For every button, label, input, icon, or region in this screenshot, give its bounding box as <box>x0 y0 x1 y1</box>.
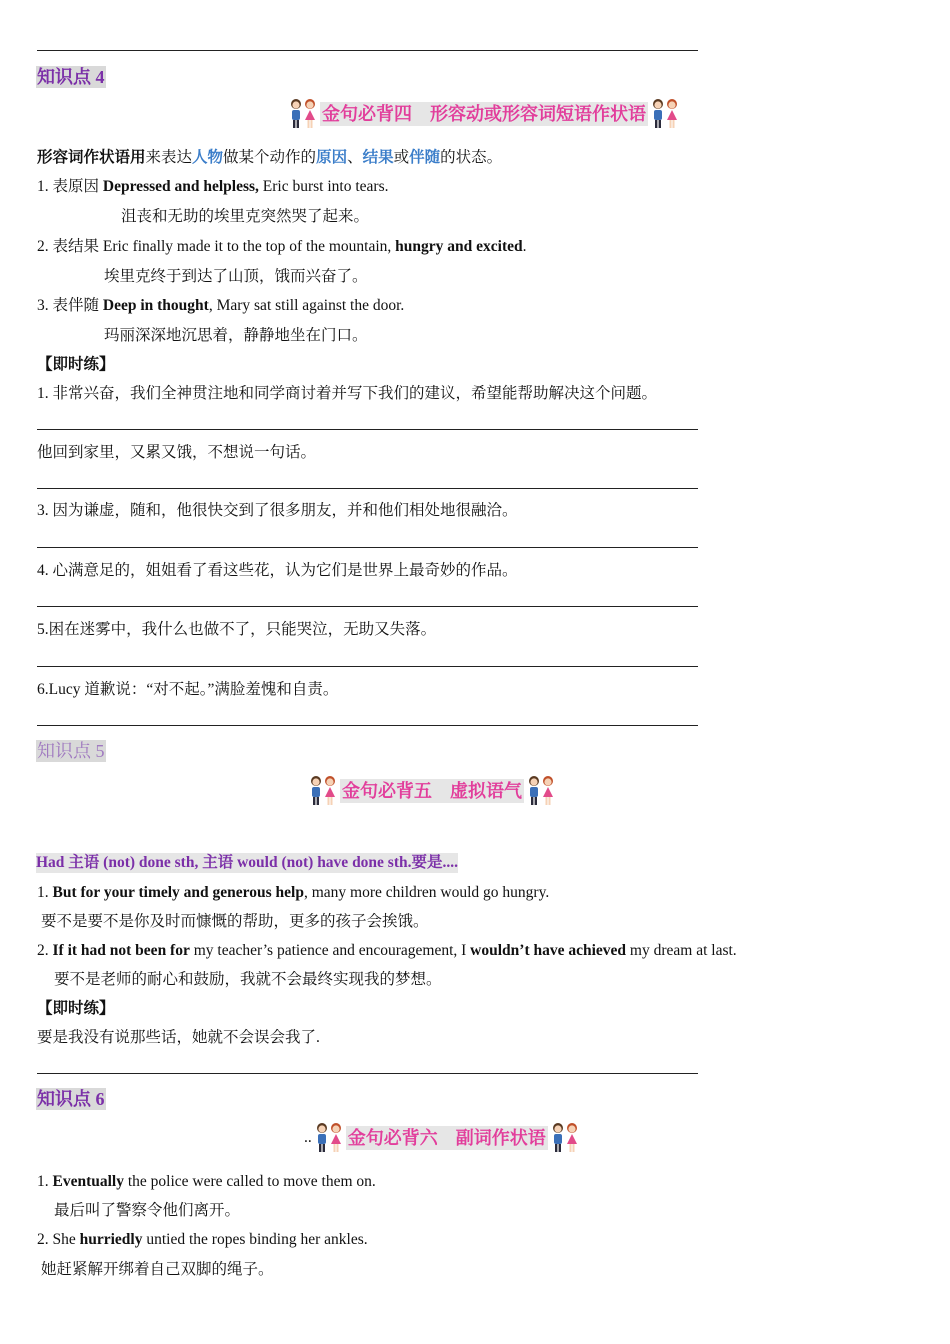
example-line: 2. She hurriedly untied the ropes binding her ankles. <box>37 1231 368 1248</box>
section-heading-kp5 <box>306 773 558 809</box>
intro-line: 形容词作状语用来表达人物做某个动作的原因、结果或伴随的状态。 <box>37 149 503 166</box>
heading-text: 金句必背五 虚拟语气 <box>342 781 522 801</box>
section-label-kp5: 知识点 5 <box>37 741 105 761</box>
example-translation: 最后叫了警察令他们离开。 <box>54 1202 241 1219</box>
practice-item: 他回到家里，又累又饿，不想说一句话。 <box>37 444 317 461</box>
example-translation: 要不是老师的耐心和鼓励，我就不会最终实现我的梦想。 <box>54 971 442 988</box>
practice-label: 【即时练】 <box>37 356 115 373</box>
answer-line[interactable] <box>37 725 698 726</box>
kids-icon <box>312 1120 346 1156</box>
example-translation: 沮丧和无助的埃里克突然哭了起来。 <box>121 208 370 225</box>
example-line: 2. If it had not been for my teacher’s patience and encouragement, I wouldn’t have achieved my dream at last. <box>37 942 737 959</box>
example-translation: 埃里克终于到达了山顶，饿而兴奋了。 <box>104 268 368 285</box>
example-line: 1. But for your timely and generous help, many more children would go hungry. <box>37 884 550 901</box>
practice-label: 【即时练】 <box>37 1000 115 1017</box>
practice-item: 1. 非常兴奋，我们全神贯注地和同学商讨着并写下我们的建议，希望能帮助解决这个问题。 <box>37 385 658 402</box>
answer-line[interactable] <box>37 547 698 548</box>
top-rule <box>37 50 698 51</box>
kids-icon <box>648 96 682 132</box>
heading-text: 金句必背六 副词作状语 <box>347 1128 546 1148</box>
kids-icon <box>286 96 320 132</box>
example-line: 2. 表结果 Eric finally made it to the top of the mountain, hungry and excited. <box>37 238 527 255</box>
example-line: 1. Eventually the police were called to move them on. <box>37 1173 376 1190</box>
section-heading-kp6 <box>304 1120 582 1156</box>
answer-line[interactable] <box>37 429 698 430</box>
answer-line[interactable] <box>37 606 698 607</box>
answer-line[interactable] <box>37 488 698 489</box>
kids-icon <box>524 773 558 809</box>
section-label-kp6: 知识点 6 <box>37 1089 105 1109</box>
grammar-formula: Had 主语 (not) done sth, 主语 would (not) have done sth.要是.... <box>36 854 458 871</box>
example-line: 1. 表原因 Depressed and helpless, Eric burst into tears. <box>37 178 389 195</box>
kids-icon <box>306 773 340 809</box>
kids-icon <box>548 1120 582 1156</box>
example-translation: 要不是要不是你及时而慷慨的帮助，更多的孩子会挨饿。 <box>41 913 429 930</box>
example-translation: 她赶紧解开绑着自己双脚的绳子。 <box>41 1261 274 1278</box>
answer-line[interactable] <box>37 666 698 667</box>
section-heading-kp4 <box>286 96 682 132</box>
heading-text: 金句必背四 形容动或形容词短语作状语 <box>322 104 646 124</box>
section-label-kp4: 知识点 4 <box>37 67 105 87</box>
practice-item: 要是我没有说那些话，她就不会误会我了. <box>37 1029 320 1046</box>
heading-prefix: .. <box>304 1129 312 1146</box>
practice-item: 5.困在迷雾中，我什么也做不了，只能哭泣，无助又失落。 <box>37 621 437 638</box>
practice-item: 3. 因为谦虚，随和，他很快交到了很多朋友，并和他们相处地很融洽。 <box>37 502 518 519</box>
example-translation: 玛丽深深地沉思着，静静地坐在门口。 <box>104 327 368 344</box>
practice-item: 6.Lucy 道歉说：“对不起。”满脸羞愧和自责。 <box>37 681 339 698</box>
answer-line[interactable] <box>37 1073 698 1074</box>
practice-item: 4. 心满意足的，姐姐看了看这些花，认为它们是世界上最奇妙的作品。 <box>37 562 518 579</box>
example-line: 3. 表伴随 Deep in thought, Mary sat still against the door. <box>37 297 405 314</box>
